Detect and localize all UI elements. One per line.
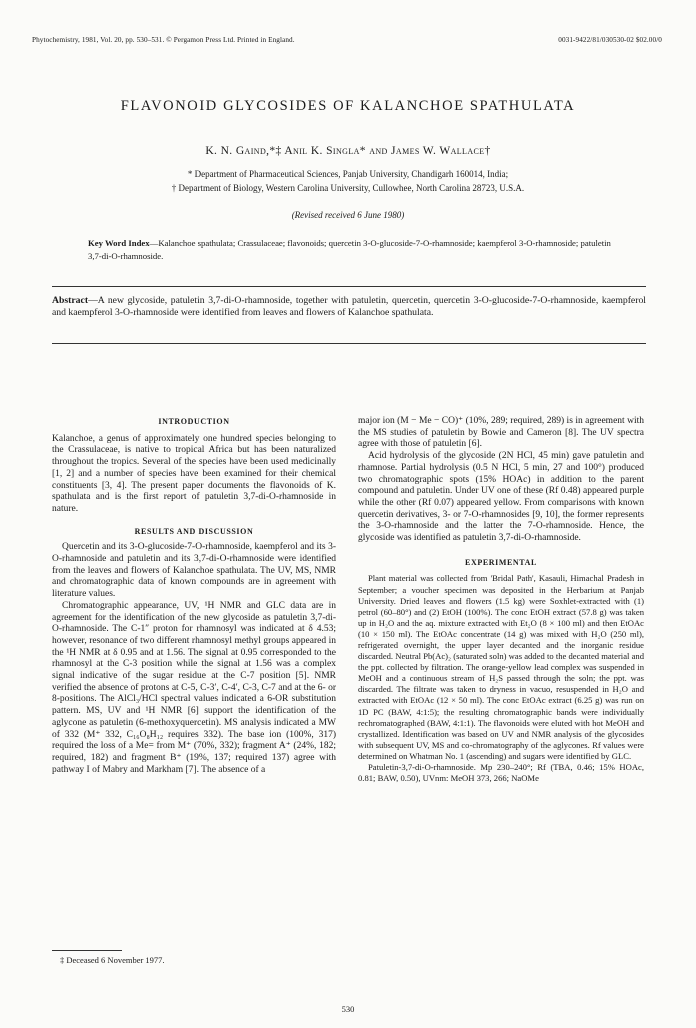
- page-number: 530: [341, 1004, 355, 1014]
- paragraph: Chromatographic appearance, UV, ¹H NMR and GLC data are in agreement for the identification of the new glycoside as patuletin 3,7-di-O-rhamnoside. The C-1″ proton for rhamnosyl was indicated at δ 4.53; however, resonance of two different rhamnosyl methyl groups appeared in the ¹H NMR at δ 0.95 and at 1.56. The signal at 0.95 corresponded to the rhamnosyl at the C-3 position while the signal at 1.56 was a complex signal indicative of the sugar residue at the C-7 position [5]. NMR verified the absence of protons at C-5, C-3′, C-4′, C-3, C-7 and at the 6- or 8-positions. The AlCl₃/HCl spectral values indicated a 6-OR substitution pattern. MS, UV and ¹H NMR [6] support the identification of the aglycone as patuletin (6-methoxyquercetin). MS analysis indicated a MW of 332 (M⁺ 332, C₁₆O₈H₁₂ requires 332). The base ion (100%, 317) required the loss of a Me= from M⁺ (70%, 332); fragment A⁺ (24%, 182; required, 182) and fragment B⁺ (19%, 137; required 137) agree with pathway I of Mabry and Markham [7]. The absence of a: [52, 600, 336, 775]
- paragraph: Kalanchoe, a genus of approximately one hundred species belonging to the Crassulaceae, is native to tropical Africa but has been naturalized throughout the tropics. Several of the species have been used medicinally [1, 2] and a number of species have been examined for their chemical constituents [3, 4]. The present paper documents the flavonoids of K. spathulata and is the first report of patuletin 3,7-di-O-rhamnoside in nature.: [52, 433, 336, 514]
- footnote-rule: [52, 950, 122, 951]
- author-list: K. N. Gaind,*‡ Anil K. Singla* and James W. Wallace†: [205, 145, 491, 157]
- section-heading-experimental: EXPERIMENTAL: [465, 557, 537, 567]
- paragraph: Quercetin and its 3-O-glucoside-7-O-rhamnoside, kaempferol and its 3-O-rhamnoside and patuletin and its 3,7-di-O-rhamnoside were identified from the leaves and flowers of Kalanchoe spathulata. The UV, MS, NMR and chromatographic data of known compounds are in agreement with literature values.: [52, 542, 336, 600]
- paragraph: major ion (M − Me − CO)⁺ (10%, 289; required, 289) is in agreement with the MS studies of patuletin by Bowie and Cameron [8]. The UV spectra agree with those of patuletin [6].: [358, 416, 644, 450]
- article-title: FLAVONOID GLYCOSIDES OF KALANCHOE SPATHULATA: [120, 98, 576, 114]
- keyword-index: [88, 237, 616, 262]
- right-column: [358, 416, 644, 784]
- abstract-top-rule: [52, 286, 646, 287]
- article-code: 0031-9422/81/030530-02 $02.00/0: [558, 36, 662, 44]
- keyword-label: Key Word Index: [88, 238, 150, 248]
- abstract-bottom-rule: [52, 343, 646, 344]
- paragraph: Plant material was collected from 'Bridal Path', Kasauli, Himachal Pradesh in September; a voucher specimen was deposited in the Herbarium at Panjab University. Dried leaves and flowers (1.5 kg) were Soxhlet-extracted with (1) petrol (60–80°) and (2) EtOH (100%). The conc EtOH extract (57.8 g) was taken up in H₂O and the aq. mixture extracted with Et₂O (8 × 100 ml) and then EtOAc (10 × 150 ml). The EtOAc concentrate (14 g) was mixed with H₂O (250 ml), refrigerated overnight, the upper layer decanted and the inorganic residue discarded. Neutral Pb(Ac)₂ (saturated soln) was added to the decanted material and the ppt. collected by filtration. The orange-yellow lead complex was suspended in MeOH and a continuous stream of H₂S passed through the soln; the ppt. was discarded. The filtrate was taken to dryness in vacuo, resuspended in H₂O and extracted with EtOAc (12 × 50 ml). The conc EtOAc extract (6.25 g) was run on 1D PC (BAW, 4:1:5); the resulting chromatographic bands were individually rechromatographed (BAW, 4:1:1). The flavonoids were eluted with hot MeOH and crystallized. Identification was based on UV and NMR analysis of the glycosides with subsequent UV, MS and co-chromatography of the aglycones. Rf values were determined on Whatman No. 1 (ascending) and sugars were identified by GLC.: [358, 573, 644, 761]
- running-header: [32, 36, 662, 44]
- abstract: [52, 295, 646, 319]
- affiliation-1: * Department of Pharmaceutical Sciences, Panjab University, Chandigarh 160014, India;: [187, 169, 509, 179]
- keyword-text: —Kalanchoe spathulata; Crassulaceae; flavonoids; quercetin 3-O-glucoside-7-O-rhamnoside; kaempferol 3-O-rhamnoside; patuletin 3,7-di-O-rhamnoside.: [88, 238, 611, 261]
- paragraph: Patuletin-3,7-di-O-rhamnoside. Mp 230–240°; Rf (TBA, 0.46; 15% HOAc, 0.81; BAW, 0.50), UVnm: MeOH 373, 266; NaOMe: [358, 762, 644, 784]
- section-heading-introduction: INTRODUCTION: [158, 417, 230, 426]
- abstract-label: Abstract: [52, 295, 89, 306]
- abstract-text: —A new glycoside, patuletin 3,7-di-O-rhamnoside, together with patuletin, quercetin, quercetin 3-O-glucoside-7-O-rhamnoside, kaempferol and kaempferol 3-O-rhamnoside were identified from leaves and flowers of Kalanchoe spathulata.: [52, 295, 646, 319]
- journal-citation: Phytochemistry, 1981, Vol. 20, pp. 530–531. © Pergamon Press Ltd. Printed in England.: [32, 36, 295, 44]
- revision-date: (Revised received 6 June 1980): [291, 210, 405, 220]
- affiliation-2: † Department of Biology, Western Carolina University, Cullowhee, North Carolina 28723, U.S.A.: [171, 183, 525, 193]
- paragraph: Acid hydrolysis of the glycoside (2N HCl, 45 min) gave patuletin and rhamnose. Partial hydrolysis (0.5 N HCl, 5 min, 27 and 100°) produced two chromatographic spots (15% HOAc) in addition to the parent compound and patuletin. Under UV one of these (Rf 0.48) appeared purple while the other (Rf 0.07) appeared yellow. From comparisons with known quercetin derivatives, 3- or 7-O-rhamnosides [9, 10], the former represents the 3-O-rhamnoside and the latter the 7-O-rhamnoside. Hence, the glycoside was identified as patuletin 3,7-di-O-rhamnoside.: [358, 451, 644, 544]
- left-column: [52, 416, 336, 776]
- section-heading-results: RESULTS AND DISCUSSION: [134, 526, 254, 536]
- footnote: ‡ Deceased 6 November 1977.: [60, 955, 165, 965]
